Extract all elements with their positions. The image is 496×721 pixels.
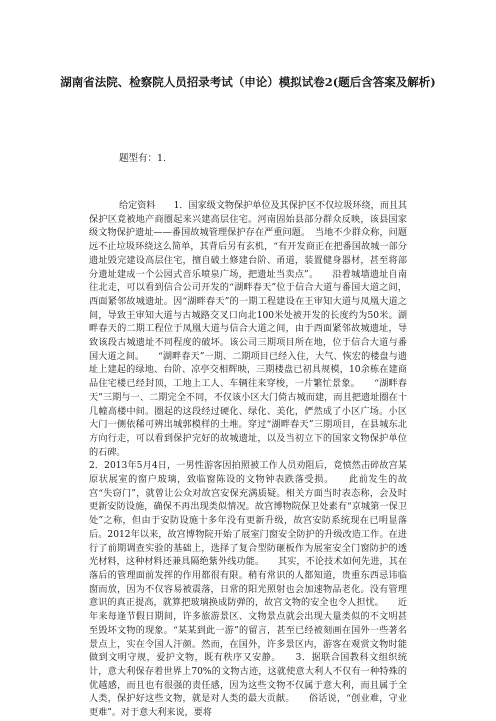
- body-paragraph: 给定资料 1．国家级文物保护单位及其保护区不仅垃圾环绕，而且其保护区竟被地产商圈起来兴建高层住宅。河南固始县部分群众反映，该县国家级文物保护遗址——番国故城管理保护存在严重问题。 当地不少群众称，问题远不止垃圾环绕这么简单，其背后另有玄机，“有开发商正在把番国故城一部分遗址毁完建设高层住宅，擅自破土修建台阶、甬道，装置健身器材，甚至将部分遗址建成一个公园式音乐喷泉广场，把遗址当卖点”。 沿着城墙遗址自南往北走，可以看到信合公司开发的“湖畔春天”位于信合大道与番国大道之间，西面紧邻故城遗址。因“湖畔春天”的一期工程建设在王审知大道与凤凰大道之间，导致王审知大道与古城路交叉口向北100米处被开发的长度约为50米。湖畔春天的二期工程位于凤凰大道与信合大道之间，由于西面紧邻故城遗址，导致该段古城遗址不同程度的破坏。该公司三期项目所在地，位于信合大道与番国大道之间。 “湖畔春天”一期、二期项目已经入住，大气、恢宏的楼盘与遗址上建起的绿地、台阶、凉亭交相辉映，三期楼盘已初具规模，10余栋在建商品住宅楼已经封顶，工地上工人、车辆往来穿梭，一片繁忙景象。 “湖畔春天”三期与一、二期完全不同，不仅该小区大门倚古城而建，而且把遗址圈在十几幢高楼中间。圈起的这段经过硬化、绿化、美化，俨然成了小区广场。小区大门一侧依稀可辨出城郭模样的土堆。穿过“湖畔春天”三期项目，在县城东北方向行走，可以看到保护完好的故城遗址，以及当初立下的国家文物保护单位的石碑。: [89, 201, 407, 458]
- document-title: 湖南省法院、检察院人员招录考试（申论）模拟试卷2(题后含答案及解析): [60, 75, 436, 89]
- document-body: [89, 200, 407, 721]
- question-type-header: 题型有：1.: [119, 153, 167, 164]
- body-paragraph: 2．2013年5月4日，一男性游客因拍照被工作人员劝阻后，竟愤然击碎故宫某原状展室的窗户玻璃，致临窗陈设的文物钟表跌落受损。 此前发生的故宫“失窃门”，就曾让公众对故宫安保充满质疑。相关方面当时表态称，会及时更新安防设施，确保不再出现类似情况。故宫博物院保卫处素有“京城第一保卫处”之称，但由于安防设施十多年没有更新升级，故宫安防系统现在已明显落后。2012年以来，故宫博物院开始了展室门窗安全防护的升级改造工作。在进行了前期调查实验的基础上，选择了复合型防砸板作为展室安全门窗防护的透光材料，这种材料还兼具隔绝紫外线功能。 其实，不论技术如何先进，其在落后的管理面前发挥的作用都很有限。稍有常识的人都知道，贵重东西忌讳临窗而放，因为不仅容易被震落，日常的阳光照射也会加速物品老化。没有管理意识的真正提高，就算把玻璃换成防弹的，故宫文物的安全也令人担忧。 近年来每逢节假日期间，许多旅游景区、文物景点就会出现大量类似的不文明甚至毁坏文物的现象。“某某到此一游”的留言，甚至已经被刻画在国外一些著名景点上，实在令国人汗颜。然而，在国外，许多景区内，游客在观赏文物时能做到文明守规，爱护文物，既有秩序又安静。 3．据联合国教科文组织统计，意大利保存着世界上70%的文物古迹，这就使意大利人不仅有一种特殊的优越感，而且也有很强的责任感，因为这些文物不仅属于意大利，而且属于全人类，保护好这些文物，就是对人类的最大贡献。 俗话说，“创业难，守业更难”。对于意大利来说，要将: [89, 461, 407, 719]
